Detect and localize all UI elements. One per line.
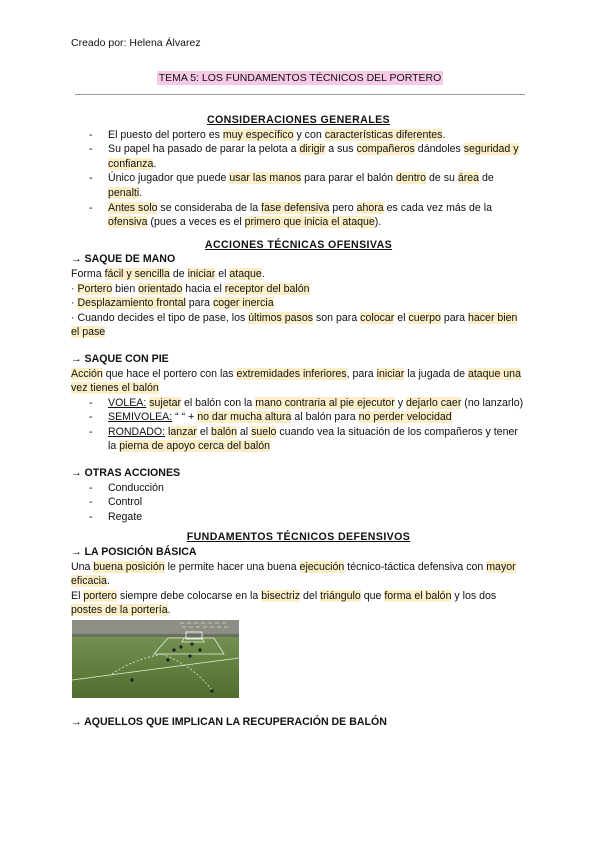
list-item: - Su papel ha pasado de parar la pelota a dirigir a sus compañeros dándoles seguridad y confianza. bbox=[71, 142, 526, 171]
list-item: - Regate bbox=[71, 510, 526, 525]
paragraph-line: · Cuando decides el tipo de pase, los últimos pasos son para colocar el cuerpo para hacer bien el pase bbox=[71, 311, 518, 339]
paragraph-line: · Desplazamiento frontal para coger inercia bbox=[71, 297, 274, 310]
saque-pie-list bbox=[71, 396, 526, 454]
list-item: - Único jugador que puede usar las manos para parar el balón dentro de su área de penalti. bbox=[71, 171, 526, 200]
document-title: TEMA 5: LOS FUNDAMENTOS TÉCNICOS DEL PORTERO bbox=[158, 72, 442, 84]
list-item: - Conducción bbox=[71, 481, 526, 496]
heading-consideraciones: CONSIDERACIONES GENERALES bbox=[206, 114, 391, 126]
heading-fundamentos-defensivos: FUNDAMENTOS TÉCNICOS DEFENSIVOS bbox=[186, 531, 411, 544]
author-line: Creado por: Helena Álvarez bbox=[71, 37, 201, 49]
list-item: - El puesto del portero es muy específico y con características diferentes. bbox=[71, 128, 526, 143]
document-body bbox=[71, 113, 526, 729]
list-item: - Antes solo se consideraba de la fase defensiva pero ahora es cada vez más de la ofensiva (pues a veces es el primero que inicia el ataque). bbox=[71, 201, 526, 230]
paragraph-line: Forma fácil y sencilla de iniciar el ataque. bbox=[71, 267, 265, 280]
paragraph-line: Acción que hace el portero con las extremidades inferiores, para iniciar la jugada de ataque una vez tienes el balón bbox=[71, 367, 521, 395]
list-item: - Control bbox=[71, 495, 526, 510]
heading-acciones-ofensivas: ACCIONES TÉCNICAS OFENSIVAS bbox=[204, 238, 393, 251]
paragraph-line: Una buena posición le permite hacer una buena ejecución técnico-táctica defensiva con mayor eficacia. bbox=[71, 560, 516, 588]
list-item-rondado: - RONDADO: lanzar el balón al suelo cuando vea la situación de los compañeros y tener la pierna de apoyo cerca del balón bbox=[71, 425, 526, 454]
heading-saque-pie: → SAQUE CON PIE bbox=[71, 352, 169, 365]
heading-posicion-basica: → LA POSICIÓN BÁSICA bbox=[71, 546, 197, 559]
otras-acciones-list bbox=[71, 481, 526, 525]
title-wrap bbox=[0, 72, 600, 84]
goalkeeper-field-image bbox=[72, 620, 239, 698]
list-item-semivolea: - SEMIVOLEA: “ “ + no dar mucha altura al balón para no perder velocidad bbox=[71, 410, 526, 425]
heading-recuperacion-balon: → AQUELLOS QUE IMPLICAN LA RECUPERACIÓN DE BALÓN bbox=[71, 715, 387, 728]
paragraph-line: El portero siempre debe colocarse en la bisectriz del triángulo que forma el balón y los dos postes de la portería. bbox=[71, 589, 497, 617]
paragraph-line: · Portero bien orientado hacia el receptor del balón bbox=[71, 282, 310, 295]
heading-saque-mano: → SAQUE DE MANO bbox=[71, 253, 176, 266]
consideraciones-list bbox=[71, 128, 526, 230]
list-item-volea: - VOLEA: sujetar el balón con la mano contraria al pie ejecutor y dejarlo caer (no lanzarlo) bbox=[71, 396, 526, 411]
title-divider bbox=[75, 94, 525, 95]
heading-otras-acciones: → OTRAS ACCIONES bbox=[71, 467, 181, 480]
